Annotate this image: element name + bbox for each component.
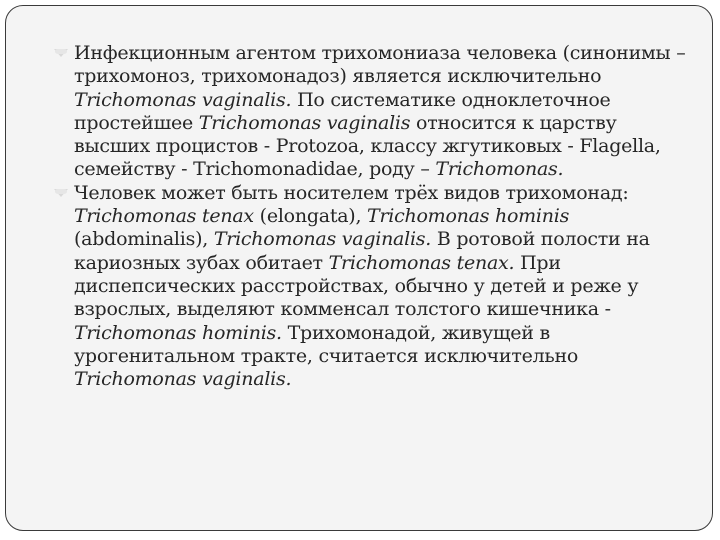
text-segment: По систематике одноклеточное простейшее	[74, 88, 611, 134]
species-name: Trichomonas vaginalis.	[74, 88, 292, 111]
species-name: Trichomonas hominis	[367, 205, 570, 228]
text-segment: (elongata),	[253, 205, 368, 228]
bullet-text	[74, 182, 650, 390]
text-segment: относится к царству высших процистов - Protozoa, классу жгутиковых - Flagella, семейству - Trichomonadidae, роду –	[74, 111, 661, 181]
species-name: Trichomonas hominis.	[74, 321, 282, 344]
bullet-item	[50, 42, 690, 182]
text-segment: Человек может быть носителем трёх видов трихомонад:	[74, 181, 629, 204]
bullet-list	[50, 42, 690, 391]
bullet-triangle-icon	[54, 189, 68, 197]
text-segment: Трихомонадой, живущей в урогенитальном тракте, считается исключительно	[74, 321, 579, 367]
species-name: Trichomonas tenax	[74, 205, 254, 228]
species-name: Trichomonas vaginalis	[198, 111, 411, 134]
species-name: Trichomonas tenax.	[328, 251, 515, 274]
bullet-triangle-icon	[54, 49, 68, 57]
text-segment: При диспепсических расстройствах, обычно у детей и реже у взрослых, выделяют комменсал толстого кишечника -	[74, 251, 639, 321]
species-name: Trichomonas vaginalis.	[213, 228, 432, 251]
bullet-text	[74, 42, 685, 180]
text-segment: В ротовой полости на кариозных зубах обитает	[74, 228, 650, 274]
bullet-item	[50, 182, 690, 392]
slide-frame	[5, 5, 713, 531]
text-segment: (abdominalis),	[74, 228, 214, 251]
genus-name: Trichomonas.	[435, 158, 564, 181]
species-name: Trichomonas vaginalis.	[74, 368, 292, 391]
text-segment: Инфекционным агентом трихомониаза человека (синонимы – трихомоноз, трихомонадоз) является исключительно	[74, 42, 686, 88]
